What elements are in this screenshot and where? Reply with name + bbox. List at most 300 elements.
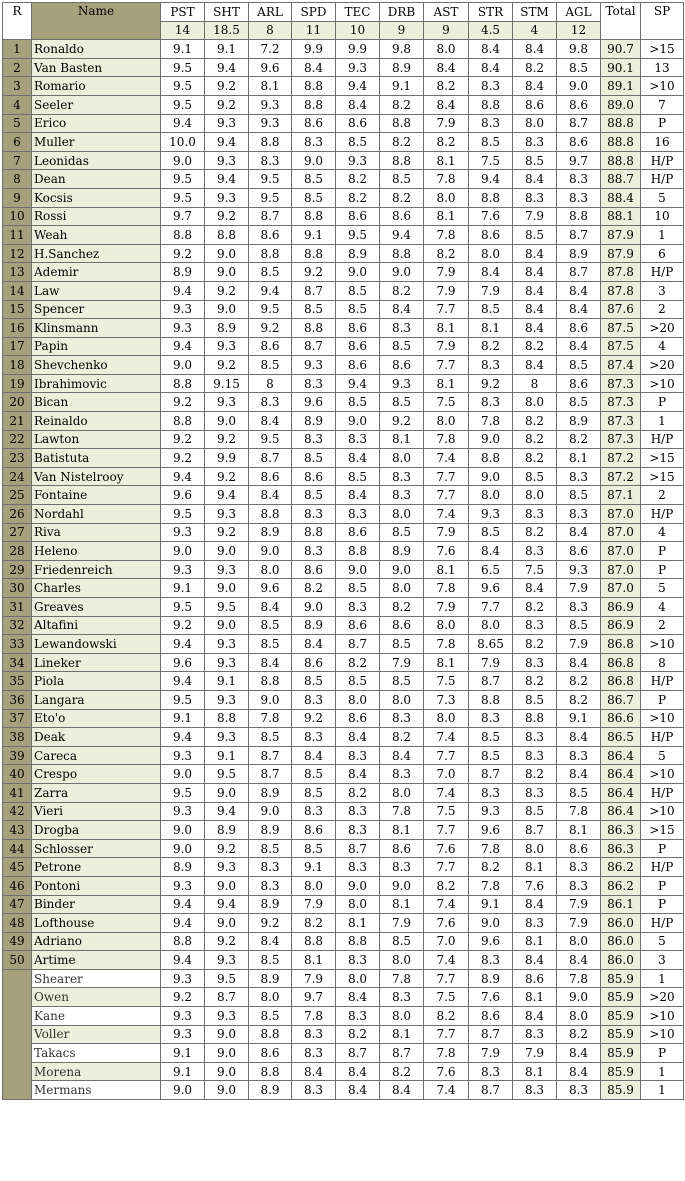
stat-spd: 8.4 — [292, 1062, 336, 1081]
stat-spd: 8.9 — [292, 412, 336, 431]
player-name: Drogba — [32, 821, 161, 840]
stat-stm: 8.2 — [513, 430, 557, 449]
stat-pst: 9.0 — [161, 151, 205, 170]
stat-agl: 8.2 — [557, 430, 601, 449]
stat-agl: 8.3 — [557, 1081, 601, 1100]
player-row — [3, 635, 684, 654]
stat-tec: 8.6 — [336, 356, 380, 375]
stat-ast: 8.1 — [424, 653, 469, 672]
player-sp: >20 — [641, 319, 684, 338]
player-name: Law — [32, 281, 161, 300]
stat-stm: 8 — [513, 374, 557, 393]
player-name: Lewandowski — [32, 635, 161, 654]
stat-tec: 8.0 — [336, 969, 380, 988]
stat-arl: 8.4 — [249, 653, 292, 672]
stat-arl: 9.5 — [249, 188, 292, 207]
stat-drb: 8.8 — [380, 114, 424, 133]
stat-sht: 8.9 — [205, 821, 249, 840]
stat-ast: 8.0 — [424, 412, 469, 431]
stat-ast: 8.0 — [424, 709, 469, 728]
stat-pst: 9.4 — [161, 114, 205, 133]
stat-stm: 8.3 — [513, 616, 557, 635]
stat-drb: 8.5 — [380, 393, 424, 412]
player-rank: 28 — [3, 542, 32, 561]
stat-pst: 9.3 — [161, 1007, 205, 1026]
stat-agl: 8.3 — [557, 746, 601, 765]
player-rank: 13 — [3, 263, 32, 282]
stat-ast: 7.4 — [424, 449, 469, 468]
player-sp: 2 — [641, 300, 684, 319]
stat-arl: 8.6 — [249, 226, 292, 245]
player-sp: P — [641, 393, 684, 412]
extra-player-row — [3, 1007, 684, 1026]
stat-str: 8.3 — [469, 783, 513, 802]
stat-pst: 9.6 — [161, 486, 205, 505]
stat-stm: 8.8 — [513, 709, 557, 728]
player-rank: 10 — [3, 207, 32, 226]
extra-player-name: Mermans — [32, 1081, 161, 1100]
player-row — [3, 114, 684, 133]
stat-spd: 9.0 — [292, 598, 336, 617]
player-name: Weah — [32, 226, 161, 245]
stat-sht: 9.3 — [205, 188, 249, 207]
stat-stm: 8.4 — [513, 579, 557, 598]
player-row — [3, 486, 684, 505]
stat-tec: 8.6 — [336, 709, 380, 728]
stat-str: 8.2 — [469, 858, 513, 877]
extra-player-row — [3, 1081, 684, 1100]
stat-str: 9.3 — [469, 802, 513, 821]
player-name: Reinaldo — [32, 412, 161, 431]
stat-spd: 8.3 — [292, 374, 336, 393]
stat-tec: 8.5 — [336, 133, 380, 152]
player-rank: 11 — [3, 226, 32, 245]
stat-pst: 9.2 — [161, 244, 205, 263]
player-total: 87.2 — [601, 467, 641, 486]
stat-drb: 8.2 — [380, 95, 424, 114]
player-total: 88.8 — [601, 114, 641, 133]
stat-str: 8.3 — [469, 393, 513, 412]
stat-drb: 8.8 — [380, 151, 424, 170]
stat-ast: 8.0 — [424, 40, 469, 59]
stat-pst: 9.3 — [161, 560, 205, 579]
attr-weight-agl: 12 — [557, 21, 601, 40]
player-sp: 5 — [641, 932, 684, 951]
stat-pst: 10.0 — [161, 133, 205, 152]
stat-drb: 8.5 — [380, 337, 424, 356]
player-row — [3, 133, 684, 152]
stat-spd: 7.9 — [292, 895, 336, 914]
stat-agl: 8.6 — [557, 319, 601, 338]
player-total: 86.2 — [601, 876, 641, 895]
player-name: Batistuta — [32, 449, 161, 468]
stat-agl: 7.9 — [557, 895, 601, 914]
stat-sht: 9.3 — [205, 1007, 249, 1026]
player-row — [3, 876, 684, 895]
extra-player-sp: 1 — [641, 1081, 684, 1100]
stat-pst: 9.5 — [161, 690, 205, 709]
stat-arl: 8.1 — [249, 77, 292, 96]
stat-agl: 8.5 — [557, 486, 601, 505]
stat-tec: 8.0 — [336, 690, 380, 709]
attr-weight-pst: 14 — [161, 21, 205, 40]
stat-pst: 9.1 — [161, 40, 205, 59]
stat-spd: 8.2 — [292, 914, 336, 933]
stat-tec: 8.2 — [336, 188, 380, 207]
stat-str: 8.7 — [469, 1025, 513, 1044]
stat-sht: 9.2 — [205, 356, 249, 375]
stat-drb: 8.6 — [380, 356, 424, 375]
player-total: 86.8 — [601, 672, 641, 691]
stat-arl: 8.9 — [249, 969, 292, 988]
player-sp: 8 — [641, 653, 684, 672]
stat-drb: 8.8 — [380, 244, 424, 263]
stat-agl: 9.8 — [557, 40, 601, 59]
stat-stm: 8.6 — [513, 95, 557, 114]
player-total: 86.0 — [601, 932, 641, 951]
player-rank: 42 — [3, 802, 32, 821]
stat-stm: 8.0 — [513, 393, 557, 412]
extra-player-row — [3, 1062, 684, 1081]
stat-str: 8.3 — [469, 356, 513, 375]
stat-pst: 8.9 — [161, 263, 205, 282]
stat-ast: 8.1 — [424, 374, 469, 393]
stat-spd: 8.3 — [292, 690, 336, 709]
extra-player-row — [3, 1025, 684, 1044]
player-rank: 36 — [3, 690, 32, 709]
stat-drb: 8.1 — [380, 1025, 424, 1044]
extra-player-total: 85.9 — [601, 1062, 641, 1081]
stat-tec: 9.4 — [336, 374, 380, 393]
stat-ast: 7.3 — [424, 690, 469, 709]
stat-sht: 9.0 — [205, 914, 249, 933]
player-name: Papin — [32, 337, 161, 356]
stat-spd: 8.0 — [292, 876, 336, 895]
stat-arl: 8.4 — [249, 412, 292, 431]
stat-str: 8.2 — [469, 337, 513, 356]
stat-drb: 9.1 — [380, 77, 424, 96]
stat-str: 8.3 — [469, 709, 513, 728]
stat-str: 7.9 — [469, 1044, 513, 1063]
stat-ast: 7.0 — [424, 932, 469, 951]
stat-tec: 8.0 — [336, 895, 380, 914]
stat-spd: 8.5 — [292, 839, 336, 858]
player-rank: 26 — [3, 505, 32, 524]
extra-player-total: 85.9 — [601, 1025, 641, 1044]
player-rank: 30 — [3, 579, 32, 598]
stat-tec: 8.4 — [336, 449, 380, 468]
stat-ast: 8.0 — [424, 616, 469, 635]
stat-sht: 9.0 — [205, 616, 249, 635]
player-row — [3, 895, 684, 914]
stat-drb: 8.9 — [380, 542, 424, 561]
stat-sht: 9.4 — [205, 895, 249, 914]
stat-pst: 9.1 — [161, 579, 205, 598]
stat-tec: 8.4 — [336, 1062, 380, 1081]
player-rank: 9 — [3, 188, 32, 207]
stat-agl: 8.3 — [557, 170, 601, 189]
stat-drb: 9.2 — [380, 412, 424, 431]
player-name: Friedenreich — [32, 560, 161, 579]
stat-agl: 8.5 — [557, 393, 601, 412]
stat-tec: 8.6 — [336, 207, 380, 226]
stat-ast: 7.8 — [424, 430, 469, 449]
stat-arl: 8.8 — [249, 505, 292, 524]
stat-ast: 7.5 — [424, 672, 469, 691]
stat-ast: 7.4 — [424, 505, 469, 524]
stat-sht: 9.4 — [205, 486, 249, 505]
player-total: 90.1 — [601, 58, 641, 77]
stat-pst: 9.0 — [161, 356, 205, 375]
stat-stm: 8.3 — [513, 188, 557, 207]
stat-spd: 8.6 — [292, 821, 336, 840]
player-row — [3, 58, 684, 77]
stat-sht: 9.2 — [205, 932, 249, 951]
stat-ast: 7.8 — [424, 226, 469, 245]
stat-str: 8.8 — [469, 690, 513, 709]
stat-sht: 9.3 — [205, 393, 249, 412]
player-row — [3, 449, 684, 468]
stat-tec: 9.3 — [336, 58, 380, 77]
stat-sht: 9.4 — [205, 170, 249, 189]
stat-str: 8.5 — [469, 300, 513, 319]
stat-arl: 8 — [249, 374, 292, 393]
stat-sht: 9.0 — [205, 300, 249, 319]
stat-arl: 8.3 — [249, 393, 292, 412]
player-row — [3, 505, 684, 524]
player-row — [3, 802, 684, 821]
stat-spd: 8.1 — [292, 951, 336, 970]
stat-ast: 7.4 — [424, 895, 469, 914]
stat-arl: 9.4 — [249, 281, 292, 300]
stat-stm: 7.9 — [513, 207, 557, 226]
stat-tec: 8.5 — [336, 300, 380, 319]
extra-player-row — [3, 969, 684, 988]
stat-ast: 8.1 — [424, 207, 469, 226]
player-row — [3, 151, 684, 170]
stat-drb: 8.3 — [380, 486, 424, 505]
stat-pst: 9.2 — [161, 449, 205, 468]
stat-stm: 8.1 — [513, 988, 557, 1007]
stat-arl: 8.9 — [249, 895, 292, 914]
stat-arl: 8.6 — [249, 337, 292, 356]
stat-ast: 7.8 — [424, 635, 469, 654]
player-sp: H/P — [641, 263, 684, 282]
stat-ast: 8.0 — [424, 188, 469, 207]
stat-agl: 8.4 — [557, 765, 601, 784]
stat-sht: 9.0 — [205, 1044, 249, 1063]
player-total: 86.5 — [601, 728, 641, 747]
stat-str: 9.4 — [469, 170, 513, 189]
stat-arl: 9.3 — [249, 114, 292, 133]
stat-agl: 9.0 — [557, 77, 601, 96]
stat-pst: 9.2 — [161, 988, 205, 1007]
player-total: 89.0 — [601, 95, 641, 114]
extra-player-total: 85.9 — [601, 1081, 641, 1100]
stat-sht: 9.4 — [205, 133, 249, 152]
stat-drb: 8.2 — [380, 728, 424, 747]
stat-spd: 8.3 — [292, 728, 336, 747]
stat-sht: 9.2 — [205, 95, 249, 114]
player-name: Binder — [32, 895, 161, 914]
stat-arl: 8.5 — [249, 263, 292, 282]
stat-drb: 7.8 — [380, 802, 424, 821]
stat-tec: 8.2 — [336, 783, 380, 802]
player-rank: 8 — [3, 170, 32, 189]
stat-pst: 9.6 — [161, 653, 205, 672]
stat-pst: 9.1 — [161, 709, 205, 728]
player-name: Ibrahimovic — [32, 374, 161, 393]
player-total: 86.4 — [601, 783, 641, 802]
stat-sht: 9.5 — [205, 765, 249, 784]
player-sp: 3 — [641, 281, 684, 300]
player-sp: H/P — [641, 728, 684, 747]
player-total: 88.7 — [601, 170, 641, 189]
stat-agl: 8.4 — [557, 653, 601, 672]
ranked-players-body — [3, 40, 684, 970]
player-row — [3, 226, 684, 245]
player-sp: H/P — [641, 914, 684, 933]
stat-sht: 9.1 — [205, 746, 249, 765]
player-total: 87.3 — [601, 412, 641, 431]
player-row — [3, 430, 684, 449]
player-sp: H/P — [641, 430, 684, 449]
stat-stm: 8.6 — [513, 969, 557, 988]
player-row — [3, 765, 684, 784]
player-name: Heleno — [32, 542, 161, 561]
player-sp: H/P — [641, 151, 684, 170]
player-sp: 1 — [641, 226, 684, 245]
stat-sht: 9.3 — [205, 151, 249, 170]
stat-sht: 9.2 — [205, 77, 249, 96]
stat-tec: 8.4 — [336, 95, 380, 114]
stat-stm: 8.5 — [513, 151, 557, 170]
attr-weight-ast: 9 — [424, 21, 469, 40]
stat-tec: 8.5 — [336, 281, 380, 300]
player-sp: >10 — [641, 374, 684, 393]
player-row — [3, 170, 684, 189]
stat-agl: 8.6 — [557, 95, 601, 114]
player-name: Leonidas — [32, 151, 161, 170]
player-total: 87.3 — [601, 430, 641, 449]
stat-spd: 8.8 — [292, 95, 336, 114]
stat-spd: 9.7 — [292, 988, 336, 1007]
stat-ast: 7.4 — [424, 728, 469, 747]
extra-player-sp: >10 — [641, 1007, 684, 1026]
stat-arl: 8.5 — [249, 356, 292, 375]
stat-arl: 9.0 — [249, 802, 292, 821]
stat-agl: 8.4 — [557, 728, 601, 747]
stat-agl: 8.6 — [557, 374, 601, 393]
stat-spd: 8.8 — [292, 207, 336, 226]
stat-str: 8.0 — [469, 486, 513, 505]
stat-str: 7.9 — [469, 653, 513, 672]
stat-pst: 9.3 — [161, 523, 205, 542]
stat-drb: 8.5 — [380, 635, 424, 654]
attr-weight-str: 4.5 — [469, 21, 513, 40]
stat-agl: 8.7 — [557, 263, 601, 282]
stat-agl: 8.2 — [557, 672, 601, 691]
extra-player-sp: 1 — [641, 1062, 684, 1081]
player-row — [3, 839, 684, 858]
stat-agl: 8.5 — [557, 616, 601, 635]
stat-spd: 9.2 — [292, 263, 336, 282]
stat-sht: 8.7 — [205, 988, 249, 1007]
stat-stm: 8.4 — [513, 40, 557, 59]
stat-tec: 8.3 — [336, 858, 380, 877]
stat-drb: 8.7 — [380, 1044, 424, 1063]
stat-agl: 8.3 — [557, 467, 601, 486]
stat-agl: 8.6 — [557, 839, 601, 858]
stat-spd: 8.8 — [292, 319, 336, 338]
stat-spd: 8.9 — [292, 616, 336, 635]
stat-tec: 8.5 — [336, 393, 380, 412]
player-rank: 5 — [3, 114, 32, 133]
player-total: 86.3 — [601, 839, 641, 858]
stat-arl: 9.2 — [249, 914, 292, 933]
stat-agl: 8.3 — [557, 858, 601, 877]
stat-sht: 9.2 — [205, 207, 249, 226]
stat-arl: 9.0 — [249, 690, 292, 709]
player-row — [3, 560, 684, 579]
player-row — [3, 77, 684, 96]
player-name: Fontaine — [32, 486, 161, 505]
stat-spd: 7.9 — [292, 969, 336, 988]
stat-ast: 7.9 — [424, 263, 469, 282]
stat-drb: 8.3 — [380, 988, 424, 1007]
stat-str: 8.0 — [469, 244, 513, 263]
stat-drb: 8.9 — [380, 58, 424, 77]
stat-sht: 9.0 — [205, 1025, 249, 1044]
stat-pst: 9.3 — [161, 1025, 205, 1044]
player-name: Lineker — [32, 653, 161, 672]
stat-drb: 8.0 — [380, 1007, 424, 1026]
player-sp: 10 — [641, 207, 684, 226]
stat-ast: 7.7 — [424, 969, 469, 988]
stat-spd: 9.1 — [292, 226, 336, 245]
stat-arl: 8.5 — [249, 1007, 292, 1026]
stat-spd: 8.7 — [292, 337, 336, 356]
stat-sht: 9.0 — [205, 244, 249, 263]
stat-stm: 8.3 — [513, 746, 557, 765]
stat-tec: 9.0 — [336, 876, 380, 895]
stat-spd: 8.6 — [292, 560, 336, 579]
stat-sht: 9.2 — [205, 523, 249, 542]
stat-ast: 7.5 — [424, 988, 469, 1007]
stat-arl: 8.4 — [249, 486, 292, 505]
stat-drb: 9.0 — [380, 560, 424, 579]
stat-stm: 8.4 — [513, 77, 557, 96]
player-sp: 4 — [641, 337, 684, 356]
stat-drb: 7.8 — [380, 969, 424, 988]
stat-pst: 9.3 — [161, 746, 205, 765]
stat-str: 7.8 — [469, 412, 513, 431]
player-name: Artime — [32, 951, 161, 970]
stat-drb: 8.3 — [380, 467, 424, 486]
stat-str: 8.4 — [469, 542, 513, 561]
stat-agl: 9.3 — [557, 560, 601, 579]
stat-drb: 8.0 — [380, 783, 424, 802]
stat-pst: 9.5 — [161, 58, 205, 77]
striker-ranking-table — [2, 2, 684, 1100]
stat-ast: 7.4 — [424, 783, 469, 802]
player-sp: P — [641, 895, 684, 914]
player-rank: 34 — [3, 653, 32, 672]
player-row — [3, 319, 684, 338]
stat-spd: 8.7 — [292, 281, 336, 300]
stat-stm: 8.5 — [513, 802, 557, 821]
stat-agl: 8.7 — [557, 226, 601, 245]
